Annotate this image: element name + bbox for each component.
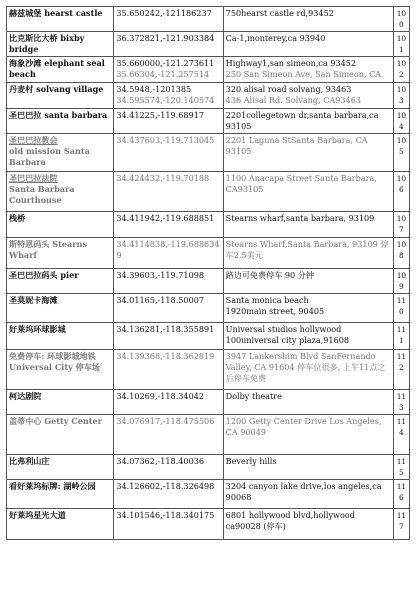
coordinates-text: 35.660000,-121.273611	[116, 58, 215, 68]
place-name-cell	[7, 480, 114, 509]
address-cell	[223, 455, 393, 480]
row-number-cell	[393, 390, 409, 415]
coordinates-cell	[114, 212, 223, 238]
address-text: Universal studios hollywood	[225, 324, 342, 334]
row-number-cell	[393, 323, 409, 350]
row-number: 113	[396, 392, 407, 412]
address-cell	[223, 294, 393, 323]
address-cell	[223, 323, 393, 350]
table-row	[7, 57, 410, 83]
place-name-text: 比克斯比大桥 bixby bridge	[9, 33, 85, 54]
place-name-cell	[7, 294, 114, 323]
coordinates-cell	[114, 134, 223, 172]
row-number: 109	[396, 271, 407, 291]
place-name-text: 圣巴巴拉法院	[9, 173, 58, 183]
row-number-cell	[393, 294, 409, 323]
place-name-cell	[7, 390, 114, 415]
place-name-text: 圣巴巴拉码头 pier	[9, 270, 79, 280]
table-row	[7, 172, 410, 212]
row-number-cell	[393, 172, 409, 212]
coordinates-text: 34.10269,-118.34042	[116, 391, 205, 401]
coordinates-cell	[114, 269, 223, 294]
place-name-cell	[7, 212, 114, 238]
place-name-text: 圣巴巴拉教会	[9, 135, 58, 145]
place-name-cell	[7, 7, 114, 32]
row-number-cell	[393, 238, 409, 269]
place-name-text: 圣巴巴拉 santa barbara	[9, 110, 108, 120]
row-number: 100	[396, 9, 407, 29]
coordinates-text: 35.650242,-121186237	[116, 8, 212, 18]
table-row	[7, 294, 410, 323]
address-text: Stearns wharf,santa barbara, 93109	[225, 213, 375, 223]
row-number-cell	[393, 269, 409, 294]
coordinates-cell	[114, 415, 223, 455]
row-number: 103	[396, 85, 407, 105]
place-name-text: 柯达剧院	[9, 391, 42, 401]
itinerary-sheet	[6, 6, 410, 540]
coordinates-text: 36.372821,-121.903384	[116, 33, 215, 43]
address-text: Santa monica beach	[225, 295, 309, 305]
place-name-text: 比弗利山庄	[9, 456, 50, 466]
coordinates-cell	[114, 238, 223, 269]
address-text: 2201 Laguna StSanta Barbara, CA 93105	[225, 135, 368, 156]
row-number-cell	[393, 109, 409, 134]
address-text: Ca-1,monterey,ca 93940	[225, 33, 326, 43]
row-number-cell	[393, 57, 409, 83]
row-number: 104	[396, 111, 407, 131]
row-number: 106	[396, 174, 407, 194]
address-text: 250 San Simeon Ave, San Simeon, CA	[225, 69, 382, 79]
row-number-cell	[393, 480, 409, 509]
location-table-body	[7, 7, 410, 540]
row-number: 105	[396, 136, 407, 156]
table-row	[7, 7, 410, 32]
address-cell	[223, 509, 393, 540]
coordinates-text: 34.076917,-118.475506	[116, 416, 215, 426]
address-text: 1100 Anacapa Street Santa Barbara, CA93105	[225, 173, 377, 194]
coordinates-cell	[114, 109, 223, 134]
address-text: 750hearst castle rd,93452	[225, 8, 334, 18]
row-number-cell	[393, 7, 409, 32]
place-name-cell	[7, 269, 114, 294]
row-number: 117	[396, 511, 407, 531]
address-text: 6801 hollywood blvd,hollywood ca90028 (停车)	[225, 510, 355, 531]
place-name-cell	[7, 109, 114, 134]
address-cell	[223, 415, 393, 455]
coordinates-text: 34.126602,-118.326498	[116, 481, 215, 491]
coordinates-cell	[114, 480, 223, 509]
address-text: Beverly hills	[225, 456, 277, 466]
address-cell	[223, 134, 393, 172]
coordinates-cell	[114, 294, 223, 323]
row-number-cell	[393, 32, 409, 57]
place-name-cell	[7, 323, 114, 350]
row-number: 107	[396, 214, 407, 234]
table-row	[7, 134, 410, 172]
address-cell	[223, 480, 393, 509]
address-cell	[223, 350, 393, 390]
coordinates-text: 34.437603,-119.713045	[116, 135, 215, 145]
address-text: 1920main street, 90405	[225, 306, 325, 316]
coordinates-cell	[114, 7, 223, 32]
coordinates-cell	[114, 32, 223, 57]
address-text: Dolby theatre	[225, 391, 282, 401]
address-cell	[223, 32, 393, 57]
coordinates-cell	[114, 172, 223, 212]
address-text: 436 Alisal Rd. Solvang, CA93463	[225, 95, 362, 105]
address-text: 320 alisal road solvang, 93463	[225, 84, 352, 94]
row-number: 110	[396, 296, 407, 316]
place-name-text: 丹麦村 solvang village	[9, 84, 104, 94]
coordinates-cell	[114, 323, 223, 350]
address-text: 100universal city plaza,91608	[225, 335, 350, 345]
place-name-cell	[7, 57, 114, 83]
row-number-cell	[393, 509, 409, 540]
coordinates-text: 35.66304,-121.257514	[116, 69, 210, 79]
coordinates-text: 34.139368,-118.362819	[116, 351, 215, 361]
row-number: 114	[396, 417, 407, 437]
address-cell	[223, 83, 393, 109]
place-name-cell	[7, 455, 114, 480]
coordinates-cell	[114, 509, 223, 540]
place-name-text: 赫兹城堡 hearst castle	[9, 8, 103, 18]
row-number: 116	[396, 482, 407, 502]
row-number-cell	[393, 83, 409, 109]
place-name-text: 看好莱坞标牌: 湖岭公园	[9, 481, 96, 491]
address-cell	[223, 172, 393, 212]
coordinates-cell	[114, 455, 223, 480]
coordinates-cell	[114, 83, 223, 109]
table-row	[7, 390, 410, 415]
row-number: 101	[396, 34, 407, 54]
location-table	[6, 6, 410, 540]
coordinates-text: 34.01165,-118.50007	[116, 295, 205, 305]
table-row	[7, 509, 410, 540]
row-number-cell	[393, 134, 409, 172]
coordinates-cell	[114, 390, 223, 415]
place-name-text: 好莱坞环球影城	[9, 324, 66, 334]
table-row	[7, 415, 410, 455]
coordinates-text: 34.4114838,-119.6886349	[116, 239, 220, 260]
table-row	[7, 212, 410, 238]
address-text: 3204 canyon lake drive,los angeles,ca 90068	[225, 481, 382, 502]
place-name-cell	[7, 32, 114, 57]
place-name-text: 好莱坞星光大道	[9, 510, 66, 520]
address-text: 1200 Getty Center Drive Los Angeles, CA 90049	[225, 416, 382, 437]
row-number: 112	[396, 352, 407, 372]
row-number-cell	[393, 415, 409, 455]
coordinates-text: 34.41225,-119.68917	[116, 110, 205, 120]
row-number: 115	[396, 457, 407, 477]
coordinates-cell	[114, 350, 223, 390]
address-cell	[223, 109, 393, 134]
address-text: Stearns Wharf,Santa Barbara, 93109 停车2.5美元	[225, 239, 389, 260]
row-number-cell	[393, 455, 409, 480]
place-name-text: 栈桥	[9, 213, 26, 223]
place-name-cell	[7, 350, 114, 390]
place-name-cell	[7, 83, 114, 109]
place-name-text: 斯特恩码头 Stearns Wharf	[9, 239, 87, 260]
table-row	[7, 480, 410, 509]
address-cell	[223, 212, 393, 238]
place-name-cell	[7, 172, 114, 212]
table-row	[7, 323, 410, 350]
table-row	[7, 269, 410, 294]
address-text: 路边可免费停车 90 分钟	[225, 270, 314, 280]
coordinates-text: 34.136281,-118.355891	[116, 324, 215, 334]
coordinates-text: 34.5948,-1201385	[116, 84, 192, 94]
place-name-text: Santa Barbara Courthouse	[9, 184, 75, 205]
table-row	[7, 350, 410, 390]
address-cell	[223, 57, 393, 83]
address-cell	[223, 238, 393, 269]
place-name-cell	[7, 238, 114, 269]
coordinates-text: 34.424432,-119.70188	[116, 173, 210, 183]
address-text: 2201collegetown dr,santa barbara,ca 93105	[225, 110, 379, 131]
table-row	[7, 32, 410, 57]
row-number: 102	[396, 59, 407, 79]
coordinates-cell	[114, 57, 223, 83]
place-name-cell	[7, 134, 114, 172]
coordinates-text: 34.595574,-120.140574	[116, 95, 215, 105]
address-text: 3947 Lankershim Blvd SanFernando Valley, CA 91604 停车位很多, 上午11点之后停车免费	[225, 351, 386, 383]
row-number: 108	[396, 240, 407, 260]
place-name-text: 免费停车: 环球影城地铁 Universal City 停车场	[9, 351, 100, 372]
coordinates-text: 34.411942,-119.688851	[116, 213, 215, 223]
place-name-text: old mission Santa Barbara	[9, 146, 90, 167]
row-number-cell	[393, 350, 409, 390]
place-name-text: 圣莫妮卡海滩	[9, 295, 58, 305]
place-name-text: 盖蒂中心 Getty Center	[9, 416, 102, 426]
coordinates-text: 34.39603,-119.71098	[116, 270, 205, 280]
table-row	[7, 455, 410, 480]
row-number: 111	[396, 325, 407, 345]
place-name-cell	[7, 509, 114, 540]
place-name-cell	[7, 415, 114, 455]
address-text: Highway1,san simeon,ca 93452	[225, 58, 357, 68]
address-cell	[223, 390, 393, 415]
coordinates-text: 34.101546,-118.340175	[116, 510, 215, 520]
table-row	[7, 238, 410, 269]
table-row	[7, 109, 410, 134]
place-name-text: 海象沙滩 elephant seal beach	[9, 58, 105, 79]
row-number-cell	[393, 212, 409, 238]
address-cell	[223, 7, 393, 32]
table-row	[7, 83, 410, 109]
address-cell	[223, 269, 393, 294]
coordinates-text: 34.07362,-118.40036	[116, 456, 205, 466]
